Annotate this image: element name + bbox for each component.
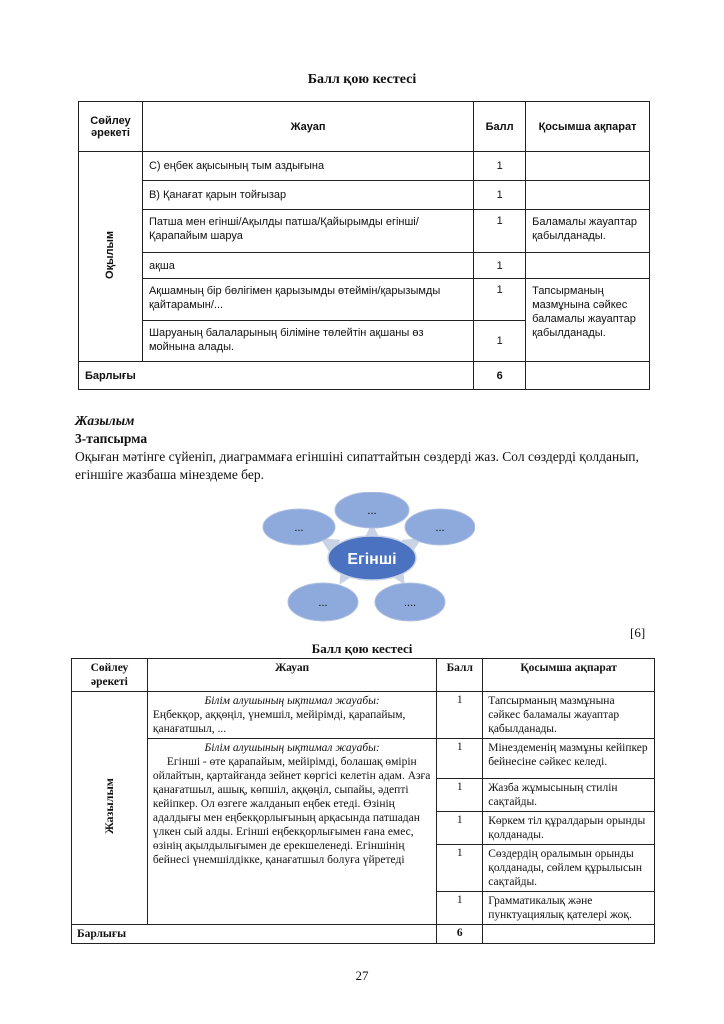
extra-cell: Көркем тіл құралдарын орынды қолданады.	[483, 812, 655, 845]
total-label: Барлығы	[72, 925, 437, 944]
extra-cell	[483, 925, 655, 944]
total-score: 6	[474, 362, 526, 390]
answer-cell: Шаруаның балаларының біліміне төлейтін ақшаны өз мойнына алады.	[142, 321, 473, 362]
extra-cell	[526, 362, 650, 390]
header-score: Балл	[437, 659, 483, 692]
score-cell: 1	[437, 845, 483, 892]
score-cell: 1	[474, 253, 526, 279]
score-cell: 1	[437, 692, 483, 739]
header-answer: Жауап	[142, 102, 473, 152]
total-score: 6	[437, 925, 483, 944]
header-answer: Жауап	[147, 659, 436, 692]
total-label: Барлығы	[79, 362, 474, 390]
answer-cell: Ақшамның бір бөлігімен қарызымды өтеймін/қарызымды қайтарамын/...	[142, 279, 473, 321]
bubble-text: ...	[318, 597, 328, 609]
scoring-table-writing	[71, 658, 655, 944]
score-cell: 1	[474, 152, 526, 181]
center-label: Егінші	[347, 551, 397, 568]
extra-cell: Баламалы жауаптар қабылданады.	[526, 210, 650, 253]
score-cell: 1	[474, 210, 526, 253]
table1-title: Балл қою кестесі	[307, 72, 417, 87]
task-instruction: Оқыған мәтінге сүйеніп, диаграммаға егіншіні сипаттайтын сөздерді жаз. Сол сөздерді қолданып, егіншіге жазбаша мінездеме бер.	[75, 449, 639, 482]
score-cell: 1	[474, 279, 526, 321]
score-cell: 1	[437, 812, 483, 845]
bubble-text: ....	[403, 597, 417, 609]
answer-cell: Патша мен егінші/Ақылды патша/Қайырымды егінші/Қарапайым шаруа	[142, 210, 473, 253]
score-cell: 1	[474, 321, 526, 362]
answer-cell: ақша	[142, 253, 473, 279]
extra-cell	[526, 181, 650, 210]
extra-cell: Грамматикалық және пунктуациялық қателері жоқ.	[483, 892, 655, 925]
score-cell: 1	[437, 892, 483, 925]
header-score: Балл	[474, 102, 526, 152]
header-activity: Сөйлеу әрекеті	[72, 659, 148, 692]
activity-cell	[72, 692, 148, 925]
header-extra: Қосымша ақпарат	[483, 659, 655, 692]
extra-cell: Жазба жұмысының стилін сақтайды.	[483, 779, 655, 812]
header-extra: Қосымша ақпарат	[526, 102, 650, 152]
table2-title: Балл қою кестесі	[311, 641, 413, 656]
answer-heading: Білім алушының ықтимал жауабы:	[204, 695, 380, 707]
word-web-diagram	[255, 492, 475, 624]
activity-label: Жазылым	[101, 778, 116, 835]
activity-label: Оқылым	[104, 231, 117, 279]
extra-cell: Тапсырманың мазмұнына сәйкес баламалы жауаптар қабылданады.	[483, 692, 655, 739]
scoring-table-reading	[78, 101, 650, 390]
extra-cell: Мінездеменің мазмұны кейіпкер бейнесіне сәйкес келеді.	[483, 739, 655, 779]
extra-cell: Тапсырманың мазмұнына сәйкес баламалы жауаптар қабылданады.	[526, 279, 650, 362]
answer-text: Еңбекқор, аққөңіл, үнемшіл, мейірімді, қарапайым, қанағатшыл, ...	[152, 709, 406, 735]
answer-cell: С) еңбек ақысының тым аздығына	[142, 152, 473, 181]
header-activity: Сөйлеу әрекеті	[79, 102, 143, 152]
section-heading: Жазылым	[75, 413, 135, 428]
score-cell: 1	[474, 181, 526, 210]
answer-cell	[147, 692, 436, 739]
extra-cell	[526, 253, 650, 279]
activity-cell	[79, 152, 143, 362]
bubble-text: ...	[367, 505, 377, 517]
page-number: 27	[355, 968, 369, 983]
bubble-text: ...	[435, 522, 445, 534]
answer-heading: Білім алушының ықтимал жауабы:	[204, 742, 380, 754]
task-heading: 3-тапсырма	[75, 431, 148, 446]
extra-cell: Сөздердің оралымын орынды қолданады, сөйлем құрылысын сақтайды.	[483, 845, 655, 892]
score-cell: 1	[437, 739, 483, 779]
bubble-text: ...	[294, 522, 304, 534]
extra-cell	[526, 152, 650, 181]
answer-text: Егінші - өте қарапайым, мейірімді, болашақ өмірін ойлайтын, қартайғанда зейнет көргісі келетін адам. Азға қанағатшыл, ашық, көпшіл, аққөңіл, сыпайы, әдепті кейіпкер. Ол өзгеге жалданып еңбек етеді. Өзінің адалдығы мен еңбекқорлығының арқасында патшадан үлкен сый алды. Егінші еңбекқорлығымен ғана емес, өзінің ақылдылығымен де ерекшеленеді. Егіншінің бейнесі үнемшілдікке, қанағатшыл болуға үйретеді	[152, 756, 431, 866]
answer-cell: В) Қанағат қарын тойғызар	[142, 181, 473, 210]
score-cell: 1	[437, 779, 483, 812]
points-label: [6]	[630, 625, 646, 640]
answer-cell	[147, 739, 436, 925]
